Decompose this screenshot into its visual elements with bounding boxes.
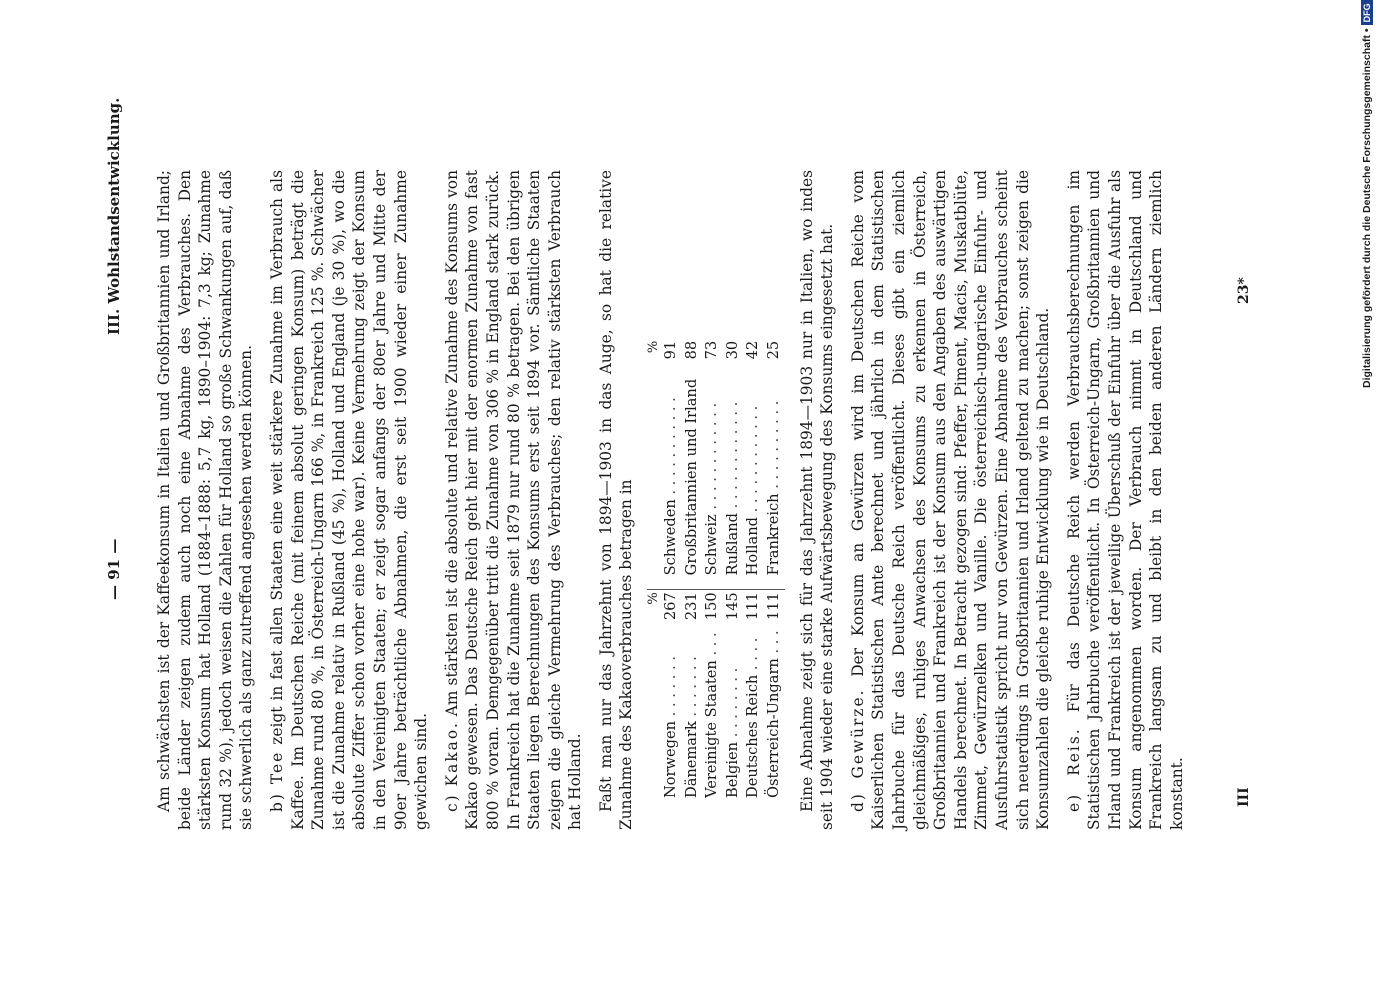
table-cell-country: Belgien <box>723 741 741 798</box>
page-number: — 91 — <box>105 538 123 600</box>
paragraph-cocoa <box>442 170 586 830</box>
table-cell-value: 267 <box>661 590 682 629</box>
paragraph-spices <box>848 170 1054 830</box>
table-row <box>743 590 764 800</box>
body-text <box>154 170 1197 830</box>
table-cell-value: 145 <box>723 590 744 629</box>
page-header <box>104 0 126 890</box>
paragraph-tea-label: b) Tee <box>267 750 286 812</box>
table-cell-value: 42 <box>744 340 762 360</box>
leader-dots: . . . . . . . . . . . <box>662 397 680 500</box>
table-cell-value: 30 <box>723 340 741 360</box>
table-cell-country: Großbritannien und Irland <box>682 378 700 576</box>
footer-signature-left <box>1236 773 1258 813</box>
table-cell-value: 88 <box>682 340 700 360</box>
table-row <box>743 339 764 578</box>
signature-mark: III <box>1236 787 1252 807</box>
paragraph-italy: Eine Abnahme zeigt sich für das Jahrzehnt 1894—1903 nur in Italien, wo indes seit 1904 wieder eine starke Aufwärtsbewegung des Konsums eingesetzt hat. <box>797 170 837 830</box>
table-cell-value: 150 <box>702 590 723 629</box>
dfg-logo: DFG <box>1361 0 1373 25</box>
leader-dots: . . . . . . . . . . . . <box>723 401 741 514</box>
table-cell-country: Schweden <box>662 499 680 576</box>
table-cell-value: 73 <box>703 340 721 360</box>
table-row <box>661 590 682 800</box>
table-cell-value: 231 <box>682 590 703 629</box>
paragraph-tea <box>267 170 432 830</box>
cocoa-increase-tables <box>647 170 785 800</box>
paragraph-cocoa-text: Am stärksten ist die absolute und relative Zunahme des Konsums von Kakao gewesen. Das Deutsche Reich geht hier mit der enormen Zunahme von fast 800 % voran. Demgegenüber tritt die Zunahme von 306 % in England stark zurück. In Frankreich hat die Zunahme seit 1879 nur rund 80 % betragen. Bei den übrigen Staaten liegen Berechnungen des Konsums erst seit 1894 vor. Sämtliche Staaten zeigen die gleiche Vermehrung des Verbrauches; den relativ stärksten Verbrauch hat Holland. <box>442 170 585 830</box>
paragraph-coffee: Am schwächsten ist der Kaffeekonsum in Italien und Großbritannien und Irland; beide Länder zeigen zudem auch noch eine Abnahme des Verbrauches. Den stärksten Konsum hat Holland (1884–1888: 5,7 kg, 1890–1904: 7,3 kg; Zunahme rund 32 %), jedoch weisen die Zahlen für Holland so große Schwankungen auf, daß sie schwerlich als ganz zutreffend angesehen werden können. <box>155 170 256 830</box>
table-unit: % <box>646 340 662 354</box>
table-cell-country: Holland <box>744 517 762 576</box>
table-row <box>702 590 723 800</box>
table-row <box>702 339 723 578</box>
table-row <box>661 339 682 578</box>
table-cell-country: Norwegen <box>662 720 680 798</box>
table-cell-value: 25 <box>765 340 783 360</box>
table-row <box>723 339 744 578</box>
section-title: III. Wohlstandsentwicklung. <box>105 97 123 335</box>
paragraph-tea-text: zeigt in fast allen Staaten eine weit stärkere Zunahme im Verbrauch als Kaffee. Im Deutschen Reiche (mit feinem absolut geringen Konsum) beträgt die Zunahme rund 80 %, in Österreich-Ungarn 166 %, in Frankreich 125 %. Schwächer ist die Zunahme relativ in Rußland (45 %), Holland und England (je 30 %), wo die absolute Ziffer schon vorher eine hohe war). Keine Vermehrung zeigt der Konsum in den Vereinigten Staaten; er zeigt sogar anfangs der 80er Jahre und Mitte der 90er Jahre beträchtliche Abnahmen, die erst seit 1900 wieder einer Zunahme gewichen sind. <box>267 170 431 830</box>
table-row <box>682 590 703 800</box>
table-row <box>764 339 785 578</box>
paragraph-decade: Faßt man nur das Jahrzehnt von 1894—1903 in das Auge, so hat die relative Zunahme des Kakaoverbrauches betragen in <box>596 170 636 830</box>
table-cell-country: Frankreich <box>765 493 783 576</box>
leader-dots: . . . <box>703 632 721 661</box>
paragraph-rice-label: e) Reis. <box>1064 727 1083 812</box>
table-cell-value: 111 <box>743 590 764 629</box>
table-row <box>682 339 703 578</box>
document-page <box>104 97 1186 890</box>
leader-dots: . . . . . . . . <box>723 667 741 742</box>
cocoa-table-right <box>647 339 785 578</box>
table-cell-country: Deutsches Reich <box>744 674 762 798</box>
paragraph-rice <box>1064 170 1188 830</box>
paragraph-spices-label: d) Gewürze. <box>848 688 867 812</box>
attribution-text: Digitalisierung gefördert durch die Deutsche Forschungsgemeinschaft • <box>1361 28 1373 388</box>
leader-dots: . . . . . . . <box>682 656 700 722</box>
table-cell-value: 111 <box>764 590 785 629</box>
digitization-credit-text <box>1361 0 1373 388</box>
leader-dots: . . . <box>765 630 783 659</box>
leader-dots: . . . . . . . . . . . . <box>744 405 762 518</box>
cocoa-table-left <box>647 589 785 800</box>
table-cell-value: 91 <box>662 340 680 360</box>
leader-dots: . . . . . . . . . . . . <box>703 402 721 515</box>
paragraph-cocoa-label: c) Kakao. <box>442 721 461 812</box>
table-cell-country: Österreich-Ungarn <box>765 658 783 798</box>
table-cell-country: Vereinigte Staaten <box>703 660 721 798</box>
table-row <box>723 590 744 800</box>
leader-dots: . . . . . . . . . . <box>765 400 783 494</box>
leader-dots: . . . . <box>744 637 762 675</box>
footer-signature-right <box>1236 270 1258 310</box>
paragraph-spices-text: Der Konsum an Gewürzen wird im Deutschen Reiche vom Kaiserlichen Statistischen Amte berechnet und jährlich in dem Statistischen Jahrbuche für das Deutsche Reich veröffentlicht. Dieses gibt ein ziemlich gleichmäßiges, ruhiges Anwachsen des Konsums zu erkennen in Österreich, Großbritannien und Frankreich ist der Konsum aus den Angaben des auswärtigen Handels berechnet. In Betracht gezogen sind: Pfeffer, Piment, Macis, Muskatblüte, Zimmet, Gewürznelken und Vanille. Die österreichisch-ungarische Einfuhr- und Ausfuhrstatistik spricht nur von Gewürzen. Eine Abnahme des Verbrauches scheint sich neuerdings in Großbritannien und Irland geltend zu machen; sonst zeigen die Konsumzahlen die gleiche ruhige Entwicklung wie in Deutschland. <box>848 170 1053 830</box>
table-cell-country: Rußland <box>723 513 741 576</box>
signature-mark: 23* <box>1236 277 1252 304</box>
table-cell-country: Dänemark <box>682 721 700 798</box>
paragraph-rice-text: Für das Deutsche Reich werden Verbrauchsberechnungen im Statistischen Jahrbuche veröffentlicht. In Österreich-Ungarn, Großbritannien und Irland und Frankreich ist der jeweilige Überschuß der Einfuhr über die Ausfuhr als Konsum angenommen worden. Der Verbrauch nimmt in Deutschland und Frankreich langsam zu und bleibt in den beiden anderen Ländern ziemlich konstant. <box>1064 170 1186 830</box>
leader-dots: . . . . . . . <box>662 656 680 721</box>
table-cell-country: Schweiz <box>703 514 721 576</box>
digitization-credit <box>1360 3 1382 390</box>
table-unit: % <box>647 590 661 629</box>
table-row <box>764 590 785 800</box>
